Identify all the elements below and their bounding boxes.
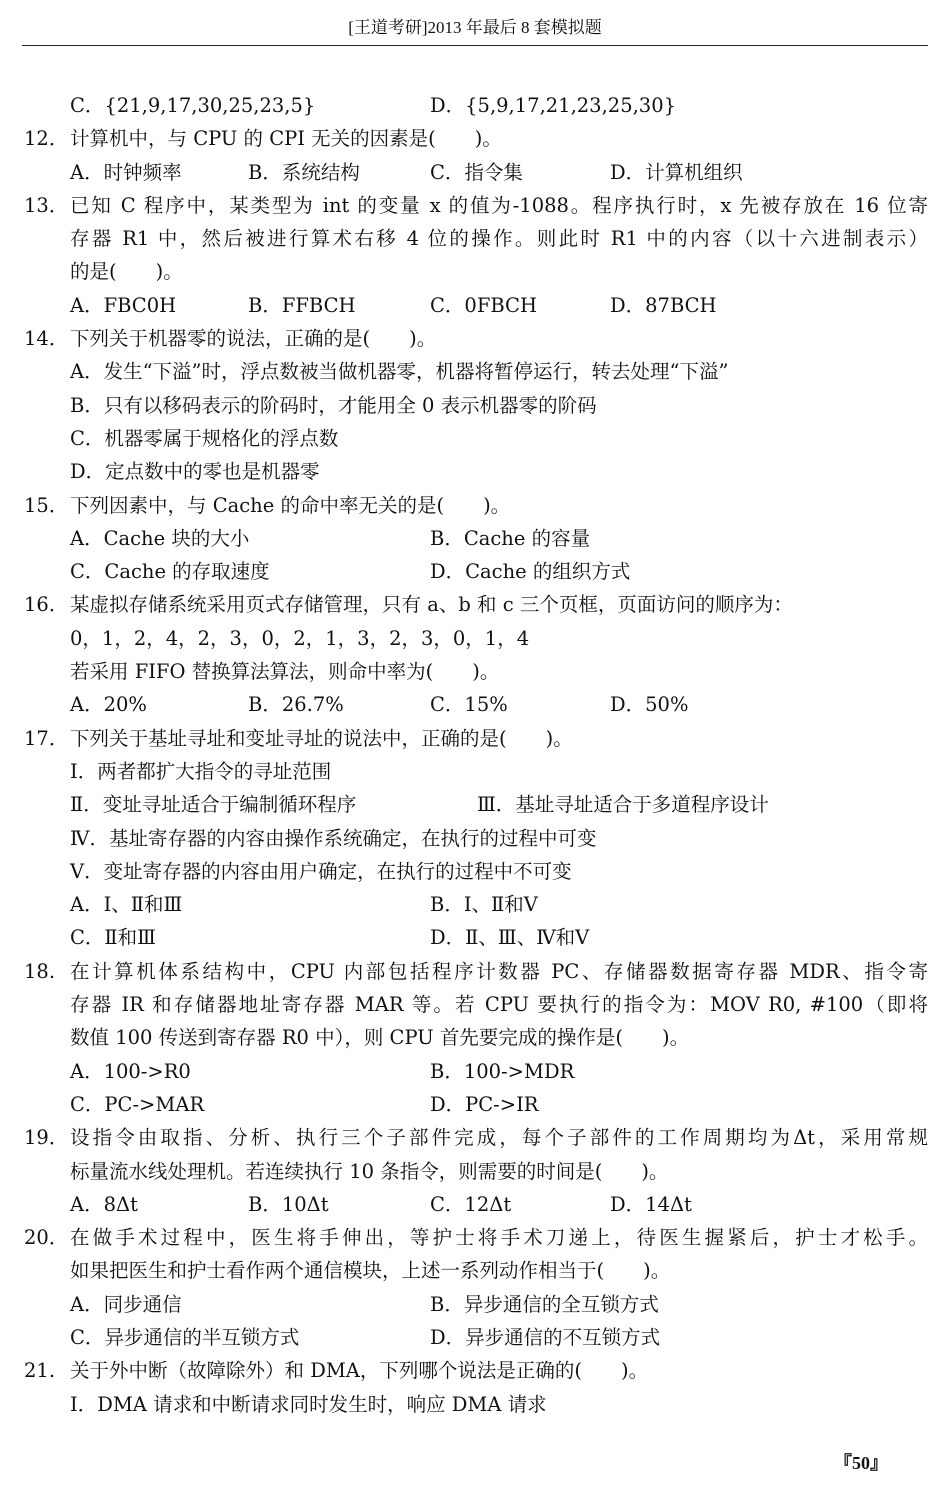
options-line — [24, 156, 929, 189]
option-d: D．87BCH — [610, 293, 717, 317]
question-text: 标量流水线处理机。若连续执行 10 条指令，则需要的时间是( )。 — [70, 1159, 669, 1183]
question-17 — [24, 722, 929, 755]
option-c: C．指令集 — [430, 160, 523, 184]
options-line — [24, 1055, 929, 1088]
option-a: A．发生“下溢”时，浮点数被当做机器零，机器将暂停运行，转去处理“下溢” — [70, 360, 729, 384]
option-d: D．异步通信的不互锁方式 — [430, 1325, 661, 1349]
question-text: 在做手术过程中，医生将手伸出，等护士将手术刀递上，待医生握紧后，护士才松手。 — [70, 1226, 928, 1250]
question-text: 的是( )。 — [70, 260, 183, 284]
question-19 — [24, 1121, 929, 1154]
option-c: C．{21,9,17,30,25,23,5} — [70, 94, 316, 117]
option-line — [24, 455, 929, 488]
option-a: A．FBC0H — [70, 293, 177, 317]
option-d: D．Cache 的组织方式 — [430, 560, 631, 584]
statement-iv: Ⅳ．基址寄存器的内容由操作系统确定，在执行的过程中可变 — [70, 826, 597, 850]
question-number: 16． — [24, 593, 69, 617]
question-text: 下列关于基址寻址和变址寻址的说法中，正确的是( )。 — [70, 726, 573, 750]
header-divider — [22, 45, 928, 46]
statement-v: Ⅴ．变址寄存器的内容由用户确定，在执行的过程中不可变 — [70, 859, 572, 883]
question-text-line — [24, 1155, 929, 1188]
option-a: A．Ⅰ、Ⅱ和Ⅲ — [70, 893, 183, 917]
question-20 — [24, 1221, 929, 1254]
statement-line — [24, 822, 929, 855]
option-d: D．PC->IR — [430, 1092, 539, 1116]
question-text: 下列因素中，与 Cache 的命中率无关的是( )。 — [70, 493, 511, 517]
question-text: 某虚拟存储系统采用页式存储管理，只有 a、b 和 c 三个页框，页面访问的顺序为： — [70, 593, 793, 617]
statement-line — [24, 755, 929, 788]
option-c: C．异步通信的半互锁方式 — [70, 1325, 300, 1349]
options-line — [24, 1321, 929, 1354]
option-a: A．时钟频率 — [70, 160, 182, 184]
option-a: A．同步通信 — [70, 1292, 182, 1316]
question-text-line — [24, 622, 929, 655]
option-b: B．FFBCH — [248, 293, 356, 317]
question-number: 20． — [24, 1226, 69, 1250]
question-text-line — [24, 655, 929, 688]
option-c: C．Cache 的存取速度 — [70, 560, 270, 584]
question-number: 13． — [24, 193, 69, 217]
option-d: D．14Δt — [610, 1192, 692, 1216]
question-16 — [24, 588, 929, 621]
options-line — [24, 1188, 929, 1221]
option-b: B．26.7% — [248, 693, 344, 717]
question-number: 17． — [24, 726, 69, 750]
question-text: 设指令由取指、分析、执行三个子部件完成，每个子部件的工作周期均为Δt，采用常规 — [70, 1126, 928, 1150]
statement-line — [24, 788, 929, 821]
question-number: 19． — [24, 1126, 69, 1150]
question-text: 下列关于机器零的说法，正确的是( )。 — [70, 327, 437, 351]
options-line — [24, 1288, 929, 1321]
statement-ii: Ⅱ．变址寻址适合于编制循环程序 — [70, 793, 357, 817]
option-d: D．{5,9,17,21,23,25,30} — [430, 94, 677, 117]
option-d: D．定点数中的零也是机器零 — [70, 460, 320, 484]
question-text: 若采用 FIFO 替换算法算法，则命中率为( )。 — [70, 660, 500, 684]
question-text-line — [24, 1021, 929, 1054]
option-d: D．50% — [610, 693, 689, 717]
question-number: 21. — [24, 1359, 56, 1383]
question-text: 存器 R1 中，然后被进行算术右移 4 位的操作。则此时 R1 中的内容（以十六进制表示） — [70, 227, 928, 251]
question-number: 18. — [24, 959, 56, 983]
option-d: D．计算机组织 — [610, 160, 743, 184]
option-a: A．8Δt — [70, 1192, 138, 1216]
question-text-line — [24, 1254, 929, 1287]
option-b: B．系统结构 — [248, 160, 360, 184]
options-line — [24, 921, 929, 954]
question-text: 在计算机体系结构中，CPU 内部包括程序计数器 PC、存储器数据寄存器 MDR、指令寄 — [70, 959, 928, 983]
option-c: C．0FBCH — [430, 293, 537, 317]
option-c: C．15% — [430, 693, 508, 717]
option-c: C．PC->MAR — [70, 1092, 205, 1116]
question-18 — [24, 955, 929, 988]
page-header: [王道考研]2013 年最后 8 套模拟题 — [348, 18, 602, 37]
option-b: B．10Δt — [248, 1192, 329, 1216]
question-12 — [24, 122, 929, 155]
option-c: C．机器零属于规格化的浮点数 — [70, 426, 339, 450]
option-c: C．12Δt — [430, 1192, 512, 1216]
option-b: B．Ⅰ、Ⅱ和Ⅴ — [430, 893, 538, 917]
question-text: 数值 100 传送到寄存器 R0 中），则 CPU 首先要完成的操作是( )。 — [70, 1026, 690, 1050]
options-line — [24, 522, 929, 555]
options-line — [24, 555, 929, 588]
page-access-sequence: 0，1，2，4，2，3，0，2，1，3，2，3，0，1，4 — [70, 626, 530, 650]
question-text: 关于外中断（故障除外）和 DMA，下列哪个说法是正确的( )。 — [70, 1359, 649, 1383]
question-text-line — [24, 988, 929, 1021]
question-number: 12． — [24, 127, 69, 151]
question-text: 存器 IR 和存储器地址寄存器 MAR 等。若 CPU 要执行的指令为：MOV R0, #100（即将 — [70, 993, 928, 1017]
options-line — [24, 89, 929, 122]
question-text: 已知 C 程序中，某类型为 int 的变量 x 的值为-1088。程序执行时，x 先被存放在 16 位寄 — [70, 193, 928, 217]
question-text-line — [24, 255, 929, 288]
question-number: 15． — [24, 493, 69, 517]
option-b: B．只有以移码表示的阶码时，才能用全 0 表示机器零的阶码 — [70, 393, 597, 417]
question-text: 计算机中，与 CPU 的 CPI 无关的因素是( )。 — [70, 127, 502, 151]
options-line — [24, 289, 929, 322]
question-text: 如果把医生和护士看作两个通信模块，上述一系列动作相当于( )。 — [70, 1259, 671, 1283]
option-a: A．100->R0 — [70, 1059, 191, 1083]
option-c: C．Ⅱ和Ⅲ — [70, 926, 156, 950]
option-a: A．20% — [70, 693, 147, 717]
options-line — [24, 688, 929, 721]
question-14 — [24, 322, 929, 355]
options-line — [24, 888, 929, 921]
option-b: B．异步通信的全互锁方式 — [430, 1292, 659, 1316]
option-a: A．Cache 块的大小 — [70, 526, 250, 550]
page-number: 『50』 — [834, 1453, 888, 1473]
statement-iii: Ⅲ．基址寻址适合于多道程序设计 — [477, 793, 769, 817]
option-b: B．100->MDR — [430, 1059, 575, 1083]
option-line — [24, 355, 929, 388]
question-body — [24, 89, 929, 1421]
question-number: 14． — [24, 327, 69, 351]
question-21 — [24, 1354, 929, 1387]
statement-line — [24, 855, 929, 888]
statement-i: Ⅰ．DMA 请求和中断请求同时发生时，响应 DMA 请求 — [70, 1392, 547, 1416]
option-line — [24, 422, 929, 455]
options-line — [24, 1088, 929, 1121]
option-line — [24, 389, 929, 422]
statement-i: Ⅰ．两者都扩大指令的寻址范围 — [70, 759, 332, 783]
question-13 — [24, 189, 929, 222]
option-d: D．Ⅱ、Ⅲ、Ⅳ和Ⅴ — [430, 926, 590, 950]
statement-line — [24, 1388, 929, 1421]
question-text-line — [24, 222, 929, 255]
option-b: B．Cache 的容量 — [430, 526, 591, 550]
question-15 — [24, 489, 929, 522]
